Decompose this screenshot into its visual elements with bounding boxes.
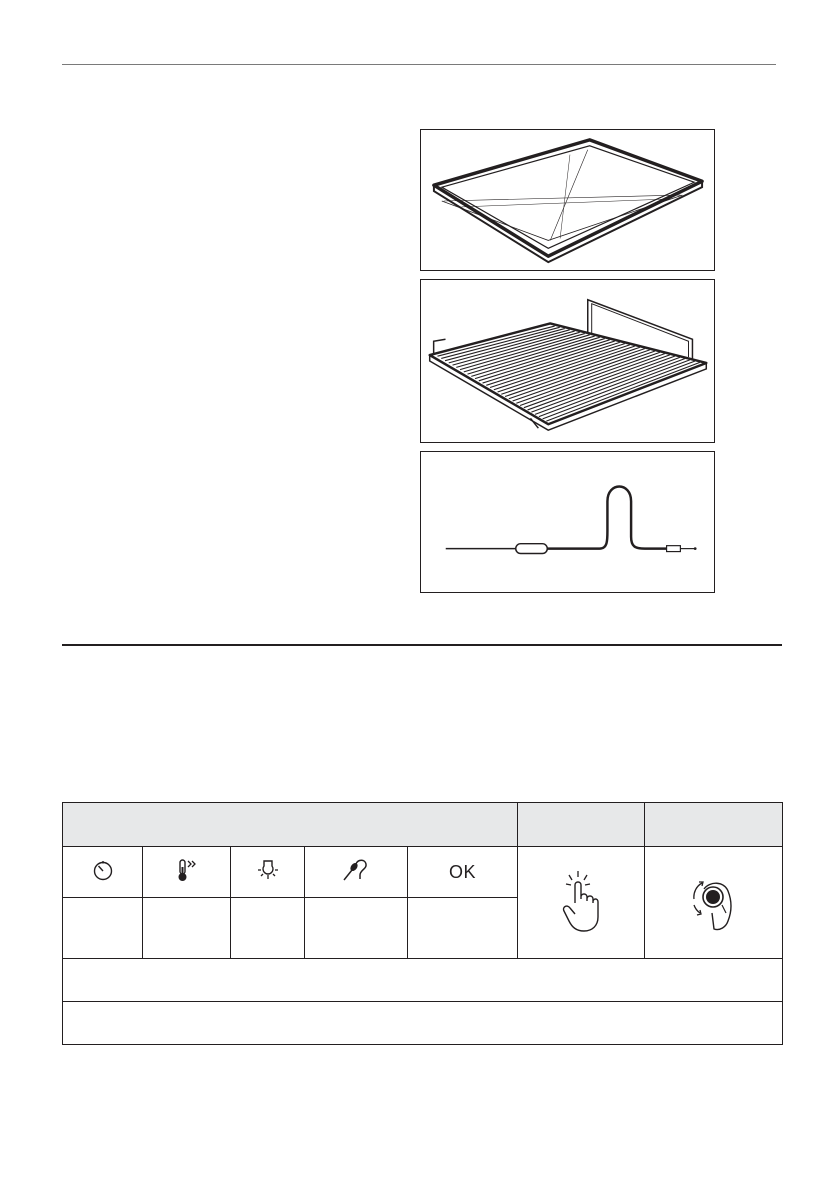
timer-icon: [91, 858, 115, 882]
touch-gesture-cell: [518, 847, 645, 959]
core-temperature-sensor-figure: [420, 451, 715, 593]
control-panel-table: [62, 802, 783, 1045]
fast-heat-up-icon: [172, 857, 202, 883]
table-cell: [231, 898, 305, 959]
baking-tray-figure: [420, 129, 715, 271]
baking-tray-illustration: [421, 130, 714, 270]
table-full-row: [63, 1002, 783, 1045]
knob-gesture-cell: [645, 847, 783, 959]
meat-probe-icon: [341, 857, 371, 883]
lamp-cell: [231, 847, 305, 898]
ok-cell: [408, 847, 518, 898]
table-cell: [63, 898, 143, 959]
wire-shelf-illustration: [421, 280, 714, 442]
table-cell: [305, 898, 408, 959]
table-full-row: [63, 959, 783, 1002]
table-header-cell: [645, 803, 783, 847]
touch-hand-icon: [556, 869, 606, 933]
lamp-icon: [255, 857, 281, 883]
table-header-cell: [63, 803, 518, 847]
ok-icon: OK: [449, 861, 477, 882]
top-rule: [62, 64, 776, 65]
core-temperature-sensor-illustration: [421, 452, 714, 592]
knob-turn-hand-icon: [682, 869, 746, 933]
fast-heat-up-cell: [143, 847, 231, 898]
wire-shelf-figure: [420, 279, 715, 443]
table-header-cell: [518, 803, 645, 847]
timer-cell: [63, 847, 143, 898]
table-cell: [143, 898, 231, 959]
section-rule: [62, 644, 782, 646]
meat-probe-cell: [305, 847, 408, 898]
table-cell: [408, 898, 518, 959]
